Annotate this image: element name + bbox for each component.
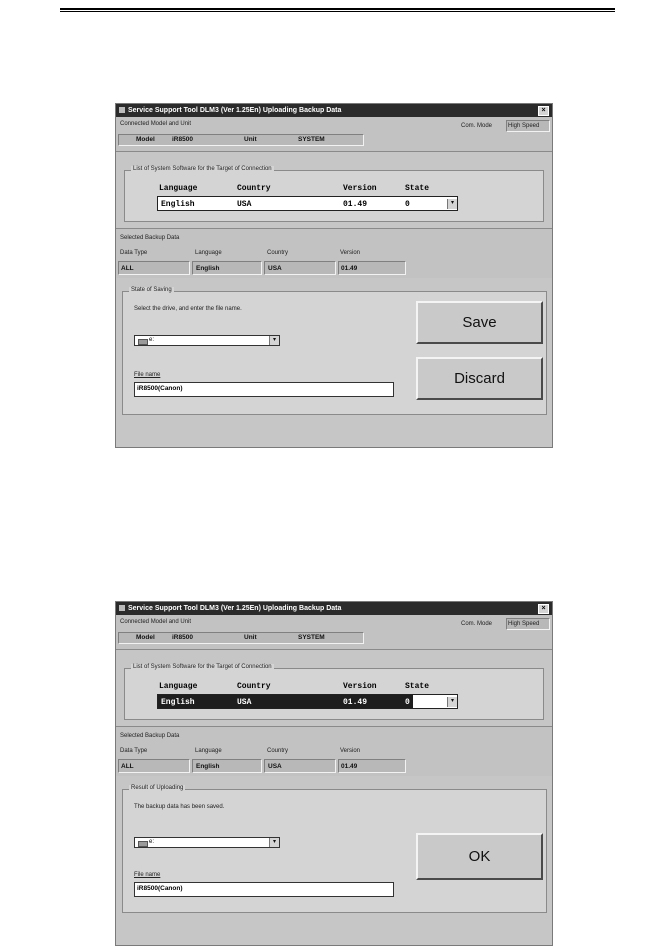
save-button[interactable]: Save xyxy=(416,301,543,344)
ok-button[interactable]: OK xyxy=(416,833,543,880)
backup-label: Selected Backup Data xyxy=(120,235,180,241)
close-icon[interactable]: × xyxy=(538,604,549,614)
backup-header-data-type: Data Type xyxy=(120,250,148,256)
row-state: 0 xyxy=(405,200,410,209)
row-language: English xyxy=(161,200,195,209)
row-country: USA xyxy=(237,698,252,707)
row-language: English xyxy=(161,698,195,707)
separator xyxy=(116,649,552,650)
saving-group-label: State of Saving xyxy=(131,287,172,293)
file-name-label: File name xyxy=(134,372,161,378)
result-message: The backup data has been saved. xyxy=(134,804,225,810)
page-rule-bottom xyxy=(60,11,615,12)
col-version: Version xyxy=(343,184,377,193)
col-state: State xyxy=(405,682,430,691)
software-group-label: List of System Software for the Target of Connection xyxy=(133,664,272,670)
separator xyxy=(116,151,552,152)
chevron-down-icon[interactable]: ▾ xyxy=(269,838,279,847)
backup-header-version: Version xyxy=(340,250,361,256)
window-title: Service Support Tool DLM3 (Ver 1.25En) Uploading Backup Data xyxy=(128,107,342,114)
chevron-down-icon[interactable]: ▾ xyxy=(447,697,457,707)
drive-value: e: xyxy=(149,337,155,343)
drive-select[interactable] xyxy=(134,837,280,848)
com-mode-label: Com. Mode xyxy=(461,621,493,627)
unit-value: SYSTEM xyxy=(298,634,325,641)
backup-header-data-type: Data Type xyxy=(120,748,148,754)
row-version: 01.49 xyxy=(343,200,368,209)
app-icon xyxy=(119,605,125,611)
file-name-input[interactable]: iR8500(Canon) xyxy=(134,382,394,397)
instruction-text: Select the drive, and enter the file name. xyxy=(134,306,242,312)
com-mode-label: Com. Mode xyxy=(461,123,493,129)
model-value: iR8500 xyxy=(172,136,193,143)
backup-header-language: Language xyxy=(195,250,222,256)
connected-label: Connected Model and Unit xyxy=(120,121,192,127)
col-state: State xyxy=(405,184,430,193)
software-group-label: List of System Software for the Target of Connection xyxy=(133,166,272,172)
backup-language: English xyxy=(196,265,220,272)
window-result xyxy=(115,601,553,946)
backup-data-type: ALL xyxy=(121,265,134,272)
drive-select[interactable] xyxy=(134,335,280,346)
window-title: Service Support Tool DLM3 (Ver 1.25En) Uploading Backup Data xyxy=(128,605,342,612)
discard-button[interactable]: Discard xyxy=(416,357,543,400)
file-name-label: File name xyxy=(134,872,161,878)
backup-header-language: Language xyxy=(195,748,222,754)
listbox-dropdown[interactable] xyxy=(447,697,457,707)
com-mode-value: High Speed xyxy=(508,621,540,627)
col-country: Country xyxy=(237,682,271,691)
row-country: USA xyxy=(237,200,252,209)
drive-icon xyxy=(138,841,148,847)
separator xyxy=(116,726,552,727)
backup-version: 01.49 xyxy=(341,763,358,770)
page-rule-top xyxy=(60,8,615,10)
app-icon xyxy=(119,107,125,113)
chevron-down-icon[interactable]: ▾ xyxy=(447,199,457,209)
window-saving xyxy=(115,103,553,448)
listbox-dropdown[interactable] xyxy=(447,199,457,209)
backup-label: Selected Backup Data xyxy=(120,733,180,739)
connected-label: Connected Model and Unit xyxy=(120,619,192,625)
unit-label: Unit xyxy=(244,634,257,641)
title-bar xyxy=(116,602,552,615)
col-language: Language xyxy=(159,682,198,691)
col-language: Language xyxy=(159,184,198,193)
com-mode-value: High Speed xyxy=(508,123,540,129)
selected-row-highlight xyxy=(158,695,413,708)
software-listbox[interactable] xyxy=(157,196,458,211)
model-value: iR8500 xyxy=(172,634,193,641)
software-listbox[interactable] xyxy=(157,694,458,709)
row-state: 0 xyxy=(405,698,410,707)
result-group-label: Result of Uploading xyxy=(131,785,184,791)
chevron-down-icon[interactable]: ▾ xyxy=(269,336,279,345)
backup-country: USA xyxy=(268,265,282,272)
unit-label: Unit xyxy=(244,136,257,143)
col-version: Version xyxy=(343,682,377,691)
close-icon[interactable]: × xyxy=(538,106,549,116)
unit-value: SYSTEM xyxy=(298,136,325,143)
backup-data-type: ALL xyxy=(121,763,134,770)
title-bar xyxy=(116,104,552,117)
drive-value: e: xyxy=(149,839,155,845)
row-version: 01.49 xyxy=(343,698,368,707)
separator xyxy=(116,228,552,229)
backup-version: 01.49 xyxy=(341,265,358,272)
col-country: Country xyxy=(237,184,271,193)
backup-header-country: Country xyxy=(267,748,289,754)
backup-header-country: Country xyxy=(267,250,289,256)
backup-country: USA xyxy=(268,763,282,770)
model-label: Model xyxy=(136,634,155,641)
backup-header-version: Version xyxy=(340,748,361,754)
file-name-input[interactable]: iR8500(Canon) xyxy=(134,882,394,897)
drive-icon xyxy=(138,339,148,345)
backup-language: English xyxy=(196,763,220,770)
model-label: Model xyxy=(136,136,155,143)
